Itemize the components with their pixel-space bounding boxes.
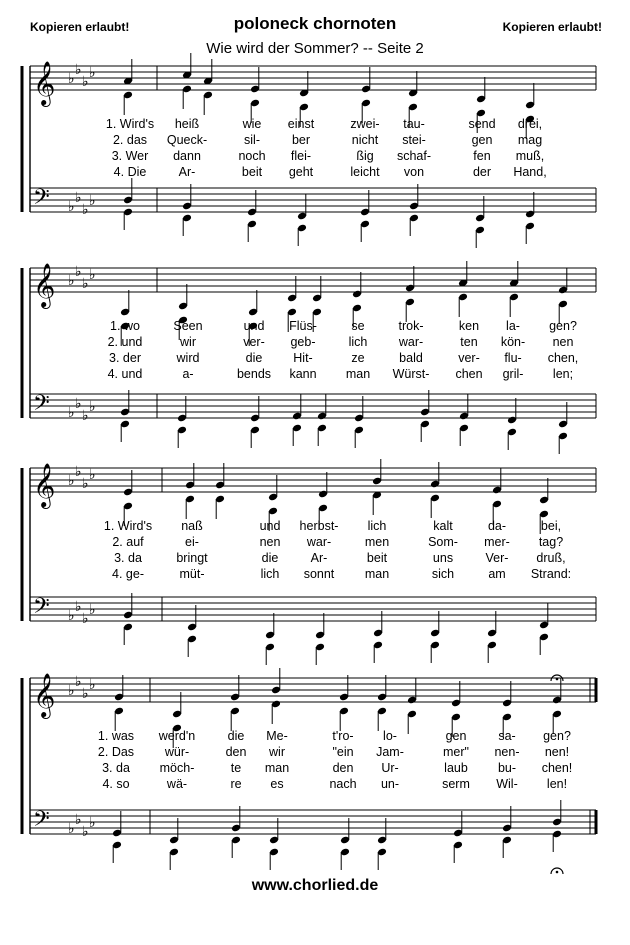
lyric-syllable: 4. und	[107, 367, 143, 381]
key-flat-icon: ♭	[89, 467, 96, 483]
lyric-syllable: da-	[487, 519, 507, 533]
treble-clef-icon: 𝄞	[33, 673, 56, 717]
bass-clef-icon: 𝄢	[33, 185, 50, 215]
lyric-syllable: ze	[351, 351, 365, 365]
key-flat-icon: ♭	[68, 71, 75, 87]
lyric-syllable: kann	[289, 367, 317, 381]
lyric-syllable: Ar-	[310, 551, 328, 565]
lyric-syllable: war-	[306, 535, 332, 549]
lyric-syllable: mer-	[484, 535, 510, 549]
lyric-syllable: ber	[291, 133, 311, 147]
key-flat-icon: ♭	[75, 674, 82, 690]
lyric-syllable: tau-	[403, 117, 425, 131]
lyric-syllable: fen	[473, 149, 491, 163]
lyric-syllable: uns	[432, 551, 454, 565]
lyric-syllable: den	[332, 761, 354, 775]
key-flat-icon: ♭	[89, 815, 96, 831]
key-flat-icon: ♭	[68, 821, 75, 837]
lyric-syllable: werd'n	[158, 729, 196, 743]
lyric-syllable: 2. Das	[97, 745, 135, 759]
lyric-syllable: 1. Wird's	[105, 117, 155, 131]
lyric-syllable: nicht	[351, 133, 379, 147]
lyric-syllable: wir	[180, 335, 196, 349]
bass-clef-icon: 𝄢	[33, 391, 50, 421]
lyric-syllable: lo-	[383, 729, 397, 743]
lyric-syllable: beit	[241, 165, 263, 179]
key-flat-icon: ♭	[75, 264, 82, 280]
key-flat-icon: ♭	[75, 62, 82, 78]
lyric-syllable: chen,	[547, 351, 579, 365]
lyric-syllable: Seen	[173, 319, 203, 333]
lyric-syllable: nen!	[544, 745, 570, 759]
lyric-syllable: lich	[367, 519, 387, 533]
lyric-syllable: die	[245, 351, 263, 365]
lyric-syllable: sich	[431, 567, 455, 581]
lyric-syllable: muß,	[515, 149, 545, 163]
lyric-syllable: 3. da	[102, 761, 130, 775]
lyric-syllable: ei-	[185, 535, 199, 549]
lyric-syllable: Strand:	[530, 567, 572, 581]
lyric-syllable: Me-	[266, 729, 288, 743]
lyric-syllable: gen	[445, 729, 467, 743]
key-flat-icon: ♭	[68, 683, 75, 699]
lyric-syllable: trok-	[398, 319, 424, 333]
key-flat-icon: ♭	[82, 686, 89, 702]
lyric-syllable: Hit-	[293, 351, 313, 365]
lyric-syllable: mer"	[443, 745, 469, 759]
key-flat-icon: ♭	[82, 74, 89, 90]
key-flat-icon: ♭	[68, 405, 75, 421]
key-flat-icon: ♭	[82, 824, 89, 840]
lyric-syllable: kalt	[433, 519, 453, 533]
lyric-syllable: chen!	[541, 761, 573, 775]
key-flat-icon: ♭	[68, 473, 75, 489]
lyric-syllable: ver-	[243, 335, 265, 349]
lyric-syllable: flei-	[290, 149, 312, 163]
lyric-syllable: 2. und	[107, 335, 143, 349]
key-flat-icon: ♭	[68, 608, 75, 624]
lyric-syllable: ver-	[458, 351, 480, 365]
lyric-syllable: Som-	[428, 535, 458, 549]
lyric-syllable: Flüs-	[289, 319, 317, 333]
lyric-syllable: 2. auf	[112, 535, 144, 549]
lyric-syllable: gen?	[549, 319, 577, 333]
key-flat-icon: ♭	[89, 267, 96, 283]
lyric-syllable: a-	[182, 367, 194, 381]
copy-note-right: Kopieren erlaubt!	[502, 20, 602, 34]
lyric-syllable: lich	[348, 335, 368, 349]
lyric-syllable: bei,	[540, 519, 562, 533]
key-flat-icon: ♭	[75, 599, 82, 615]
lyric-syllable: bu-	[497, 761, 517, 775]
key-flat-icon: ♭	[82, 476, 89, 492]
lyric-syllable: man	[345, 367, 371, 381]
key-flat-icon: ♭	[82, 276, 89, 292]
lyric-syllable: geb-	[290, 335, 316, 349]
lyric-syllable: noch	[238, 149, 266, 163]
treble-clef-icon: 𝄞	[33, 463, 56, 507]
lyric-syllable: wä-	[166, 777, 188, 791]
lyric-syllable: dann	[173, 149, 201, 163]
key-flat-icon: ♭	[89, 399, 96, 415]
lyric-syllable: ten	[460, 335, 478, 349]
lyric-syllable: schaf-	[396, 149, 432, 163]
key-flat-icon: ♭	[68, 273, 75, 289]
lyric-syllable: te	[230, 761, 242, 775]
key-flat-icon: ♭	[75, 190, 82, 206]
lyric-syllable: nen	[552, 335, 574, 349]
lyric-syllable: sil-	[244, 133, 260, 147]
bass-clef-icon: 𝄢	[33, 594, 50, 624]
lyric-syllable: Hand,	[513, 165, 547, 179]
lyric-syllable: len!	[546, 777, 568, 791]
footer-website: www.chorlied.de	[251, 877, 379, 894]
lyric-syllable: sa-	[498, 729, 516, 743]
lyric-syllable: druß,	[536, 551, 566, 565]
lyric-syllable: Wil-	[496, 777, 518, 791]
lyric-syllable: 3. der	[109, 351, 141, 365]
lyric-syllable: un-	[380, 777, 400, 791]
lyric-syllable: "ein	[332, 745, 354, 759]
lyric-syllable: send	[468, 117, 496, 131]
lyric-syllable: 1. wo	[110, 319, 140, 333]
lyric-syllable: Ur-	[381, 761, 399, 775]
lyric-syllable: müt-	[179, 567, 205, 581]
lyric-syllable: am	[488, 567, 506, 581]
lyric-syllable: tag?	[538, 535, 564, 549]
lyric-syllable: wird	[176, 351, 200, 365]
page-title: poloneck chornoten	[233, 14, 397, 33]
lyric-syllable: 2. das	[112, 133, 148, 147]
lyric-syllable: 4. so	[102, 777, 130, 791]
lyric-syllable: kön-	[500, 335, 526, 349]
lyric-syllable: ßig	[356, 149, 374, 163]
lyric-syllable: es	[270, 777, 284, 791]
lyric-syllable: mag	[517, 133, 543, 147]
bass-clef-icon: 𝄢	[33, 807, 50, 837]
lyric-syllable: herbst-	[299, 519, 339, 533]
lyric-syllable: drei,	[517, 117, 543, 131]
lyric-syllable: einst	[287, 117, 315, 131]
copy-note-left: Kopieren erlaubt!	[30, 20, 130, 34]
fermata-dot-icon	[556, 871, 559, 874]
lyric-syllable: gen?	[543, 729, 571, 743]
lyric-syllable: wie	[242, 117, 262, 131]
lyric-syllable: sonnt	[303, 567, 335, 581]
lyric-syllable: die	[261, 551, 279, 565]
lyric-syllable: bringt	[176, 551, 208, 565]
lyric-syllable: leicht	[350, 165, 380, 179]
lyric-syllable: bald	[399, 351, 423, 365]
treble-clef-icon: 𝄞	[33, 61, 56, 105]
key-flat-icon: ♭	[75, 812, 82, 828]
lyric-syllable: chen	[455, 367, 483, 381]
lyric-syllable: man	[364, 567, 390, 581]
key-flat-icon: ♭	[75, 396, 82, 412]
fermata-dot-icon	[556, 678, 559, 681]
lyric-syllable: den	[225, 745, 247, 759]
key-flat-icon: ♭	[82, 408, 89, 424]
lyric-syllable: beit	[366, 551, 388, 565]
lyric-syllable: Jam-	[376, 745, 404, 759]
lyric-syllable: geht	[288, 165, 314, 179]
lyric-syllable: re	[230, 777, 242, 791]
lyric-syllable: Queck-	[166, 133, 208, 147]
lyric-syllable: 4. ge-	[112, 567, 144, 581]
lyric-syllable: laub	[444, 761, 468, 775]
lyric-syllable: die	[227, 729, 245, 743]
lyric-syllable: von	[403, 165, 425, 179]
lyric-syllable: nen	[259, 535, 281, 549]
key-flat-icon: ♭	[89, 65, 96, 81]
lyric-syllable: Ar-	[178, 165, 196, 179]
lyric-syllable: 3. Wer	[111, 149, 149, 163]
lyric-syllable: len;	[552, 367, 574, 381]
lyric-syllable: zwei-	[350, 117, 380, 131]
lyric-syllable: flu-	[504, 351, 522, 365]
lyric-syllable: man	[264, 761, 290, 775]
key-flat-icon: ♭	[68, 199, 75, 215]
lyric-syllable: gril-	[502, 367, 524, 381]
key-flat-icon: ♭	[89, 602, 96, 618]
lyric-syllable: 4. Die	[113, 165, 147, 179]
lyric-syllable: serm	[442, 777, 470, 791]
lyric-syllable: se	[351, 319, 365, 333]
lyric-syllable: t'ro-	[332, 729, 354, 743]
lyric-syllable: ken	[458, 319, 480, 333]
lyric-syllable: 1. was	[97, 729, 135, 743]
lyric-syllable: lich	[260, 567, 280, 581]
lyric-syllable: nach	[329, 777, 357, 791]
lyric-syllable: naß	[181, 519, 203, 533]
lyric-syllable: und	[243, 319, 265, 333]
lyric-syllable: gen	[471, 133, 493, 147]
lyric-syllable: men	[364, 535, 390, 549]
lyric-syllable: und	[259, 519, 281, 533]
key-flat-icon: ♭	[82, 611, 89, 627]
key-flat-icon: ♭	[82, 202, 89, 218]
lyric-syllable: bends	[236, 367, 272, 381]
lyric-syllable: wir	[269, 745, 285, 759]
key-flat-icon: ♭	[89, 677, 96, 693]
lyric-syllable: der	[472, 165, 492, 179]
lyric-syllable: heiß	[174, 117, 200, 131]
lyric-syllable: möch-	[159, 761, 195, 775]
key-flat-icon: ♭	[89, 193, 96, 209]
lyric-syllable: stei-	[402, 133, 426, 147]
lyric-syllable: 3. da	[114, 551, 142, 565]
lyric-syllable: wür-	[164, 745, 190, 759]
lyric-syllable: nen-	[494, 745, 520, 759]
key-flat-icon: ♭	[75, 464, 82, 480]
lyric-syllable: Würst-	[392, 367, 430, 381]
lyric-syllable: war-	[398, 335, 424, 349]
lyric-syllable: 1. Wird's	[103, 519, 153, 533]
song-subtitle: Wie wird der Sommer? -- Seite 2	[206, 40, 424, 57]
lyric-syllable: la-	[506, 319, 520, 333]
treble-clef-icon: 𝄞	[33, 263, 56, 307]
lyric-syllable: Ver-	[485, 551, 509, 565]
